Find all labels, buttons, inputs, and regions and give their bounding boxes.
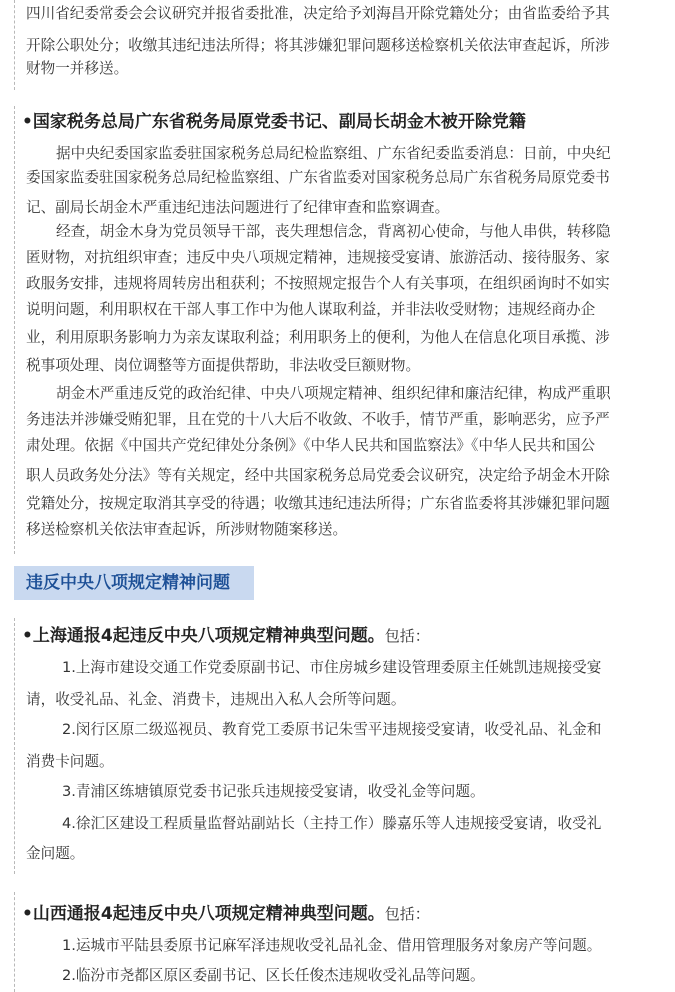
text-line: 政服务安排，违规将周转房出租获利；不按照规定报告个人有关事项，在组织函询时不如实 [26,275,610,292]
heading-tail: 包括： [384,627,430,645]
text-line: 职人员政务处分法》等有关规定，经中共国家税务总局党委会议研究，决定给予胡金木开除 [26,467,610,484]
list-item: 4.徐汇区建设工程质量监督站副站长（主持工作）滕嘉乐等人违规接受宴请，收受礼 [62,815,602,832]
list-item: 金问题。 [26,845,85,862]
text-line: 委国家监委驻国家税务总局纪检监察组、广东省监委对国家税务总局广东省税务局原党委书 [26,169,610,186]
case-heading-shanghai [22,624,430,648]
heading-tail: 包括： [384,905,430,923]
heading-text: •山西通报4起违反中央八项规定精神典型问题。 [22,904,385,924]
text-line: 业，利用原职务影响力为亲友谋取利益；利用职务上的便利，为他人在信息化项目承揽、涉 [26,329,610,346]
list-item: 消费卡问题。 [26,753,114,770]
text-line: 党籍处分，按规定取消其享受的待遇；收缴其违纪违法所得；广东省监委将其涉嫌犯罪问题 [26,495,610,512]
text-line: 说明问题，利用职权在干部人事工作中为他人谋取利益，并非法收受财物；违规经商办企 [26,301,596,318]
heading-text: •上海通报4起违反中央八项规定精神典型问题。 [22,626,385,646]
text-line: 胡金木严重违反党的政治纪律、中央八项规定精神、组织纪律和廉洁纪律，构成严重职 [56,385,611,402]
text-line: 记、副局长胡金木严重违纪违法问题进行了纪律审查和监察调查。 [26,199,450,216]
list-item: 1.上海市建设交通工作党委原副书记、市住房城乡建设管理委原主任姚凯违规接受宴 [62,659,602,676]
text-line: 开除公职处分；收缴其违纪违法所得；将其涉嫌犯罪问题移送检察机关依法审查起诉，所涉 [26,37,610,54]
text-line: 据中央纪委国家监委驻国家税务总局纪检监察组、广东省纪委监委消息：日前，中央纪 [56,145,611,162]
section-title-bar: 违反中央八项规定精神问题 [14,566,254,600]
list-item: 1.运城市平陆县委原书记麻军泽违规收受礼品礼金、借用管理服务对象房产等问题。 [62,937,602,954]
text-line: 四川省纪委常委会会议研究并报省委批准，决定给予刘海昌开除党籍处分；由省监委给予其 [26,5,610,22]
list-item: 2.临汾市尧都区原区委副书记、区长任俊杰违规收受礼品等问题。 [62,967,485,984]
text-line: 移送检察机关依法审查起诉，所涉财物随案移送。 [26,521,348,538]
list-item: 2.闵行区原二级巡视员、教育党工委原书记朱雪平违规接受宴请，收受礼品、礼金和 [62,721,602,738]
list-item: 请，收受礼品、礼金、消费卡，违规出入私人会所等问题。 [26,691,406,708]
text-line: 经查，胡金木身为党员领导干部，丧失理想信念，背离初心使命，与他人串供，转移隐 [56,223,611,240]
text-line: 务违法并涉嫌受贿犯罪，且在党的十八大后不收敛、不收手，情节严重，影响恶劣，应予严 [26,411,610,428]
case-heading-hu: •国家税务总局广东省税务局原党委书记、副局长胡金木被开除党籍 [22,112,526,132]
text-line: 匿财物，对抗组织审查；违反中央八项规定精神，违规接受宴请、旅游活动、接待服务、家 [26,249,610,266]
case-heading-shanxi [22,902,430,926]
text-line: 税事项处理、岗位调整等方面提供帮助，非法收受巨额财物。 [26,357,421,374]
text-line: 财物一并移送。 [26,60,129,77]
list-item: 3.青浦区练塘镇原党委书记张兵违规接受宴请，收受礼金等问题。 [62,783,485,800]
text-line: 肃处理。依据《中国共产党纪律处分条例》《中华人民共和国监察法》《中华人民共和国公 [26,437,596,454]
